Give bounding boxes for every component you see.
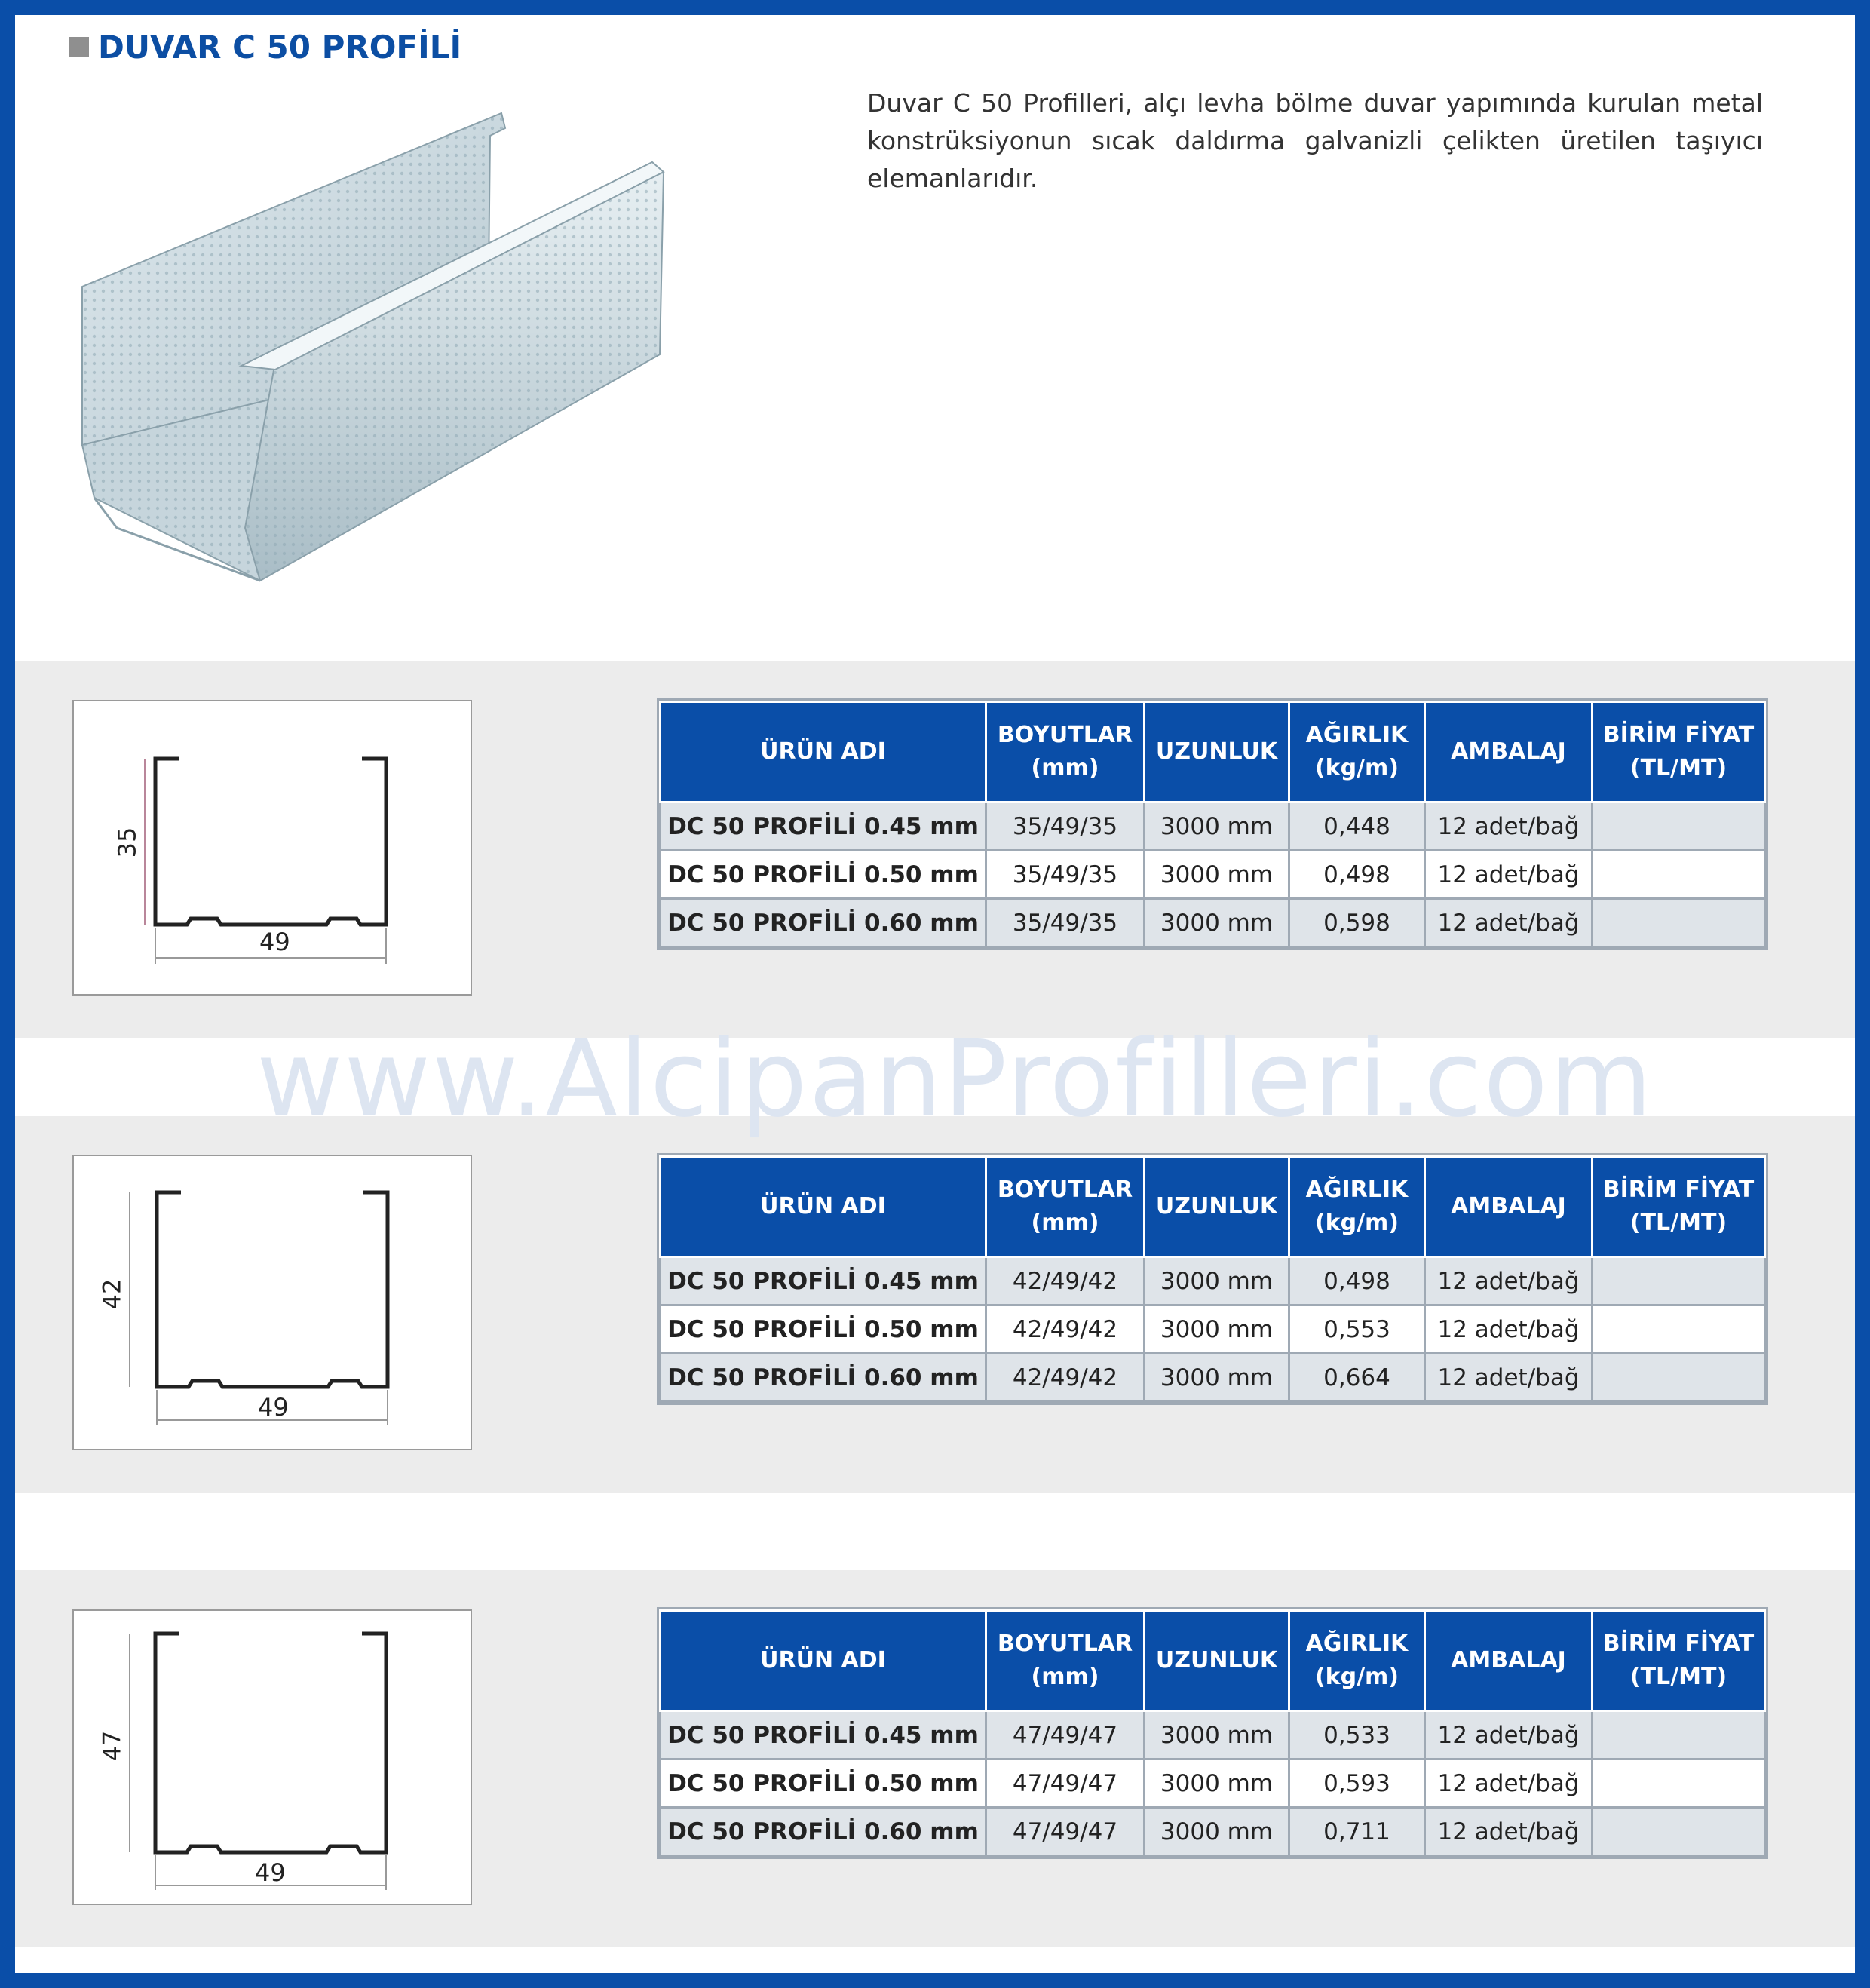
col-header-price [1593,702,1765,802]
cell-pack: 12 adet/bağ [1425,1257,1593,1305]
cell-dims: 35/49/35 [986,899,1145,947]
cell-length: 3000 mm [1145,802,1289,851]
col-header-price [1593,1611,1765,1711]
cell-pack: 12 adet/bağ [1425,1354,1593,1402]
cell-pack: 12 adet/bağ [1425,899,1593,947]
col-header-price-line2: (TL/MT) [1629,1210,1727,1236]
cell-price [1593,1257,1765,1305]
col-header-dims-line2: (mm) [1031,1210,1099,1236]
cell-pack: 12 adet/bağ [1425,1759,1593,1808]
cell-length: 3000 mm [1145,1808,1289,1856]
cell-price [1593,851,1765,899]
cell-weight: 0,498 [1289,851,1425,899]
col-header-price-line1: BİRİM FİYAT [1602,1177,1755,1203]
col-header-name: ÜRÜN ADI [661,702,986,802]
cell-name: DC 50 PROFİLİ 0.60 mm [661,1808,986,1856]
cell-name: DC 50 PROFİLİ 0.50 mm [661,1759,986,1808]
cell-weight: 0,448 [1289,802,1425,851]
cell-weight: 0,664 [1289,1354,1425,1402]
col-header-dims-line1: BOYUTLAR [997,722,1133,748]
table-row [661,1305,1765,1354]
cell-dims: 35/49/35 [986,802,1145,851]
cell-length: 3000 mm [1145,1257,1289,1305]
col-header-length: UZUNLUK [1145,702,1289,802]
col-header-weight [1289,702,1425,802]
cell-dims: 47/49/47 [986,1759,1145,1808]
cell-price [1593,1711,1765,1759]
col-header-length: UZUNLUK [1145,1157,1289,1257]
col-header-pack: AMBALAJ [1425,1611,1593,1711]
col-header-dims-line2: (mm) [1031,755,1099,781]
cell-name: DC 50 PROFİLİ 0.50 mm [661,851,986,899]
cell-dims: 35/49/35 [986,851,1145,899]
spec-table-42 [659,1155,1766,1403]
website-watermark: www.AlcipanProfilleri.com [256,1018,1654,1141]
col-header-length: UZUNLUK [1145,1611,1289,1711]
cell-dims: 47/49/47 [986,1711,1145,1759]
cell-weight: 0,593 [1289,1759,1425,1808]
cell-name: DC 50 PROFİLİ 0.60 mm [661,899,986,947]
table-row [661,1711,1765,1759]
profile-width-label: 49 [258,1393,289,1422]
cell-name: DC 50 PROFİLİ 0.45 mm [661,1711,986,1759]
cell-length: 3000 mm [1145,1759,1289,1808]
cell-name: DC 50 PROFİLİ 0.45 mm [661,1257,986,1305]
col-header-dims [986,1611,1145,1711]
table-row [661,1808,1765,1856]
table-row [661,802,1765,851]
col-header-dims-line1: BOYUTLAR [997,1631,1133,1657]
table-row [661,1257,1765,1305]
cell-price [1593,1759,1765,1808]
col-header-price [1593,1157,1765,1257]
product-description: Duvar C 50 Profilleri, alçı levha bölme duvar yapımında kurulan metal konstrüksiyonun sıcak daldırma galvanizli çelikten üretilen taşıyıcı elemanlarıdır. [867,88,1763,193]
cell-pack: 12 adet/bağ [1425,1808,1593,1856]
spec-table-47 [659,1609,1766,1857]
col-header-price-line1: BİRİM FİYAT [1602,1631,1755,1657]
cell-name: DC 50 PROFİLİ 0.60 mm [661,1354,986,1402]
col-header-pack: AMBALAJ [1425,702,1593,802]
cell-dims: 47/49/47 [986,1808,1145,1856]
profile-height-label: 35 [112,827,142,858]
cell-dims: 42/49/42 [986,1354,1145,1402]
col-header-price-line2: (TL/MT) [1629,755,1727,781]
table-row [661,1354,1765,1402]
profile-height-label: 42 [97,1278,127,1310]
col-header-pack: AMBALAJ [1425,1157,1593,1257]
col-header-dims-line1: BOYUTLAR [997,1177,1133,1203]
cell-weight: 0,498 [1289,1257,1425,1305]
cell-weight: 0,711 [1289,1808,1425,1856]
col-header-price-line1: BİRİM FİYAT [1602,722,1755,748]
col-header-weight [1289,1611,1425,1711]
profile-drawing-47 [72,1609,472,1905]
col-header-weight-line2: (kg/m) [1314,755,1399,781]
col-header-price-line2: (TL/MT) [1629,1664,1727,1690]
col-header-name: ÜRÜN ADI [661,1157,986,1257]
page-title-text: DUVAR C 50 PROFİLİ [98,28,462,66]
cell-name: DC 50 PROFİLİ 0.45 mm [661,802,986,851]
cell-length: 3000 mm [1145,1354,1289,1402]
cell-weight: 0,553 [1289,1305,1425,1354]
profile-width-label: 49 [259,928,290,956]
profile-height-label: 47 [97,1730,127,1762]
cell-length: 3000 mm [1145,1305,1289,1354]
col-header-weight [1289,1157,1425,1257]
col-header-weight-line2: (kg/m) [1314,1210,1399,1236]
cell-name: DC 50 PROFİLİ 0.50 mm [661,1305,986,1354]
cell-dims: 42/49/42 [986,1257,1145,1305]
cell-length: 3000 mm [1145,851,1289,899]
col-header-name: ÜRÜN ADI [661,1611,986,1711]
cell-length: 3000 mm [1145,899,1289,947]
table-row [661,899,1765,947]
table-row [661,1759,1765,1808]
cell-pack: 12 adet/bağ [1425,851,1593,899]
page-title [69,24,461,69]
profile-drawing-42 [72,1155,472,1450]
cell-price [1593,1808,1765,1856]
cell-weight: 0,598 [1289,899,1425,947]
cell-weight: 0,533 [1289,1711,1425,1759]
cell-price [1593,1305,1765,1354]
cell-pack: 12 adet/bağ [1425,802,1593,851]
col-header-dims [986,1157,1145,1257]
cell-price [1593,1354,1765,1402]
col-header-weight-line1: AĞIRLIK [1305,1631,1409,1657]
cell-dims: 42/49/42 [986,1305,1145,1354]
cell-price [1593,899,1765,947]
c-profile-product-image [72,106,675,596]
col-header-dims-line2: (mm) [1031,1664,1099,1690]
cell-price [1593,802,1765,851]
col-header-dims [986,702,1145,802]
profile-drawing-35 [72,700,472,996]
cell-length: 3000 mm [1145,1711,1289,1759]
col-header-weight-line1: AĞIRLIK [1305,1177,1409,1203]
table-row [661,851,1765,899]
spec-table-35 [659,701,1766,948]
col-header-weight-line2: (kg/m) [1314,1664,1399,1690]
cell-pack: 12 adet/bağ [1425,1305,1593,1354]
cell-pack: 12 adet/bağ [1425,1711,1593,1759]
profile-width-label: 49 [255,1858,286,1887]
col-header-weight-line1: AĞIRLIK [1305,722,1409,748]
bullet-square-icon [69,37,89,57]
